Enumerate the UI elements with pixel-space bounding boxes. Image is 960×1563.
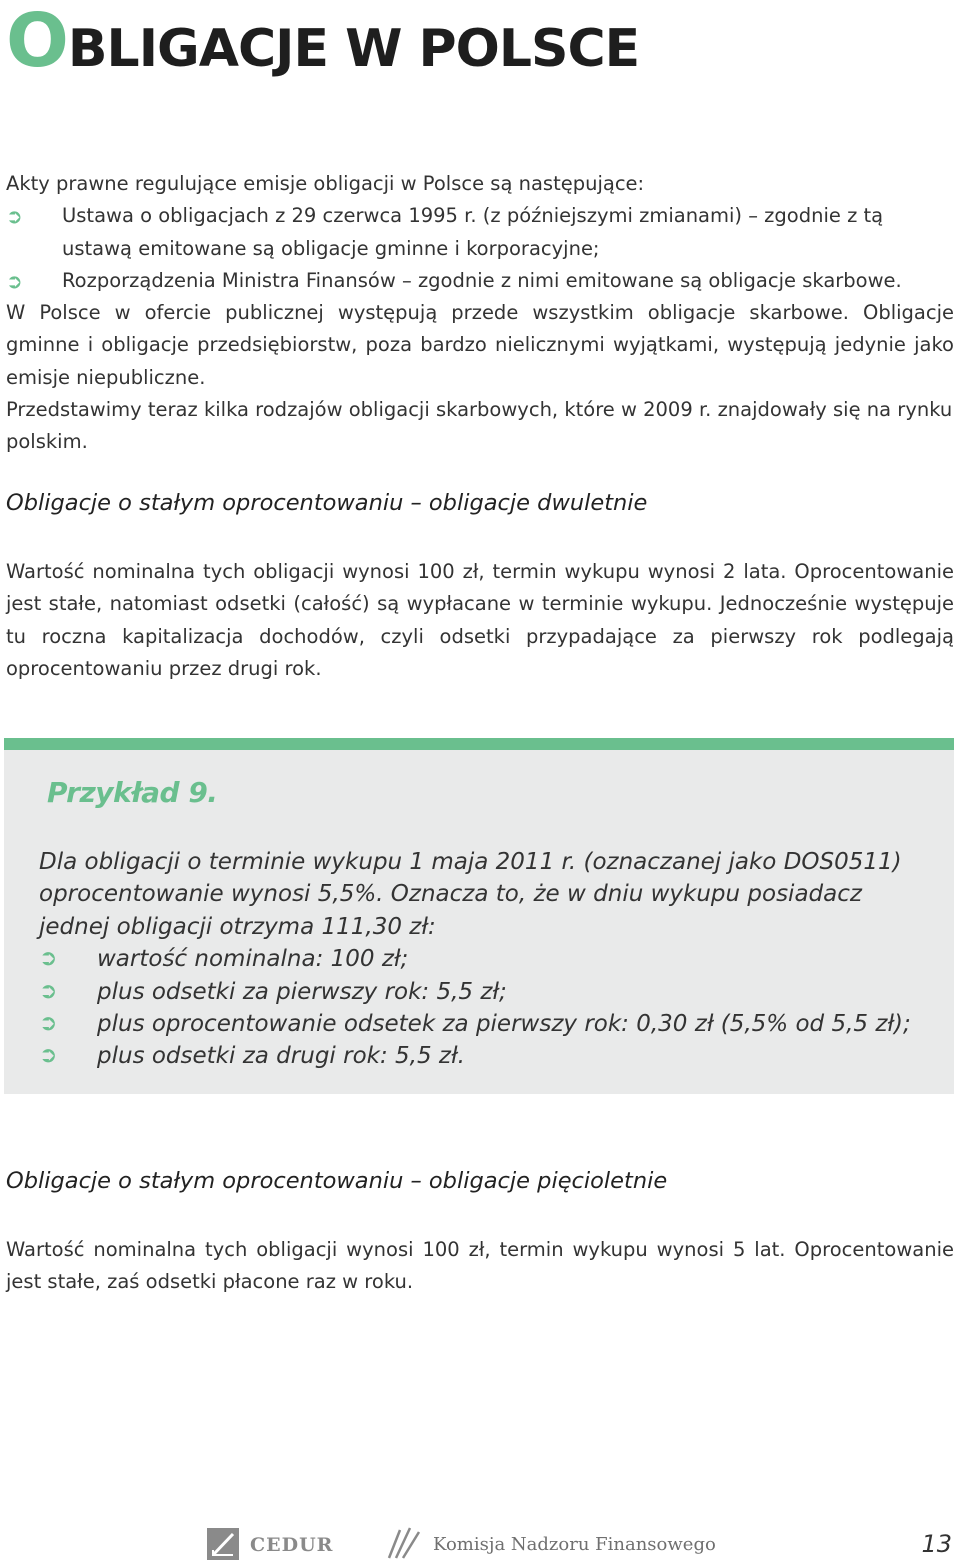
example-text: Dla obligacji o terminie wykupu 1 maja 2011 r. (oznaczanej jako DOS0511) oprocentowanie wynosi 5,5%. Oznacza to, że w dniu wykupu posiadacz jednej obligacji otrzyma 111,30 zł:: [39, 849, 902, 940]
list-item-text: Ustawa o obligacjach z 29 czerwca 1995 r. (z późniejszymi zmianami) – zgodnie z tą ustawą emitowane są obligacje gminne i korporacyjne;: [62, 204, 884, 260]
arrow-bullet-icon: ➲: [39, 946, 58, 972]
legal-acts-list: [6, 200, 954, 297]
arrow-bullet-icon: ➲: [39, 1043, 58, 1069]
list-item: [6, 200, 954, 265]
arrow-bullet-icon: ➲: [6, 204, 23, 229]
list-item-text: plus odsetki za drugi rok: 5,5 zł.: [97, 1043, 465, 1070]
section-heading-two-year: Obligacje o stałym oprocentowaniu – obligacje dwuletnie: [6, 490, 648, 516]
example-body: [39, 846, 919, 1073]
paragraph-public-offer: W Polsce w ofercie publicznej występują przede wszystkim obligacje skarbowe. Obligacje gminne i obligacje przedsiębiorstw, poza bardzo nielicznymi wyjątkami, występują jedynie jako emisje niepubliczne.: [6, 301, 954, 389]
knf-wordmark: Komisja Nadzoru Finansowego: [433, 1534, 716, 1555]
knf-logo-icon: [386, 1526, 422, 1560]
section-paragraph: Wartość nominalna tych obligacji wynosi 100 zł, termin wykupu wynosi 2 lata. Oprocentowanie jest stałe, natomiast odsetki (całość) są wypłacane w terminie wykupu. Jednocześnie występuje tu roczna kapitalizacja dochodów, czyli odsetki przypadające za pierwszy rok podlegają oprocentowaniu przez drugi rok.: [6, 560, 954, 680]
arrow-bullet-icon: ➲: [39, 978, 58, 1004]
list-item-text: plus oprocentowanie odsetek za pierwszy rok: 0,30 zł (5,5% od 5,5 zł);: [97, 1011, 911, 1038]
section-text-two-year: [6, 556, 954, 685]
arrow-bullet-icon: ➲: [39, 1011, 58, 1037]
cedur-wordmark: CEDUR: [250, 1534, 334, 1556]
list-item: [39, 943, 919, 975]
section-heading-five-year: Obligacje o stałym oprocentowaniu – obligacje pięcioletnie: [6, 1168, 668, 1194]
list-item-text: Rozporządzenia Ministra Finansów – zgodnie z nimi emitowane są obligacje skarbowe.: [62, 268, 902, 292]
intro-text: Akty prawne regulujące emisje obligacji w Polsce są następujące:: [6, 172, 645, 195]
list-item-text: wartość nominalna: 100 zł;: [97, 946, 409, 973]
title-initial: O: [6, 0, 68, 84]
intro-block: [6, 168, 954, 459]
example-title: Przykład 9.: [47, 776, 218, 809]
example-list: [39, 943, 919, 1073]
page-footer: [0, 1520, 960, 1563]
list-item: [39, 976, 919, 1008]
section-paragraph: Wartość nominalna tych obligacji wynosi 100 zł, termin wykupu wynosi 5 lat. Oprocentowanie jest stałe, zaś odsetki płacone raz w roku.: [6, 1238, 954, 1294]
paragraph-types-intro: Przedstawimy teraz kilka rodzajów obligacji skarbowych, które w 2009 r. znajdowały się na rynku polskim.: [6, 398, 953, 454]
page-title: [6, 0, 640, 84]
list-item: [39, 1040, 919, 1072]
title-rest: BLIGACJE W POLSCE: [67, 19, 640, 79]
list-item: [6, 265, 954, 297]
list-item: [39, 1008, 919, 1040]
section-text-five-year: [6, 1234, 954, 1299]
example-box-top-bar: [4, 738, 954, 750]
page-number: 13: [921, 1530, 952, 1558]
arrow-bullet-icon: ➲: [6, 268, 23, 293]
cedur-logo-icon: [207, 1528, 239, 1560]
list-item-text: plus odsetki za pierwszy rok: 5,5 zł;: [97, 978, 507, 1005]
